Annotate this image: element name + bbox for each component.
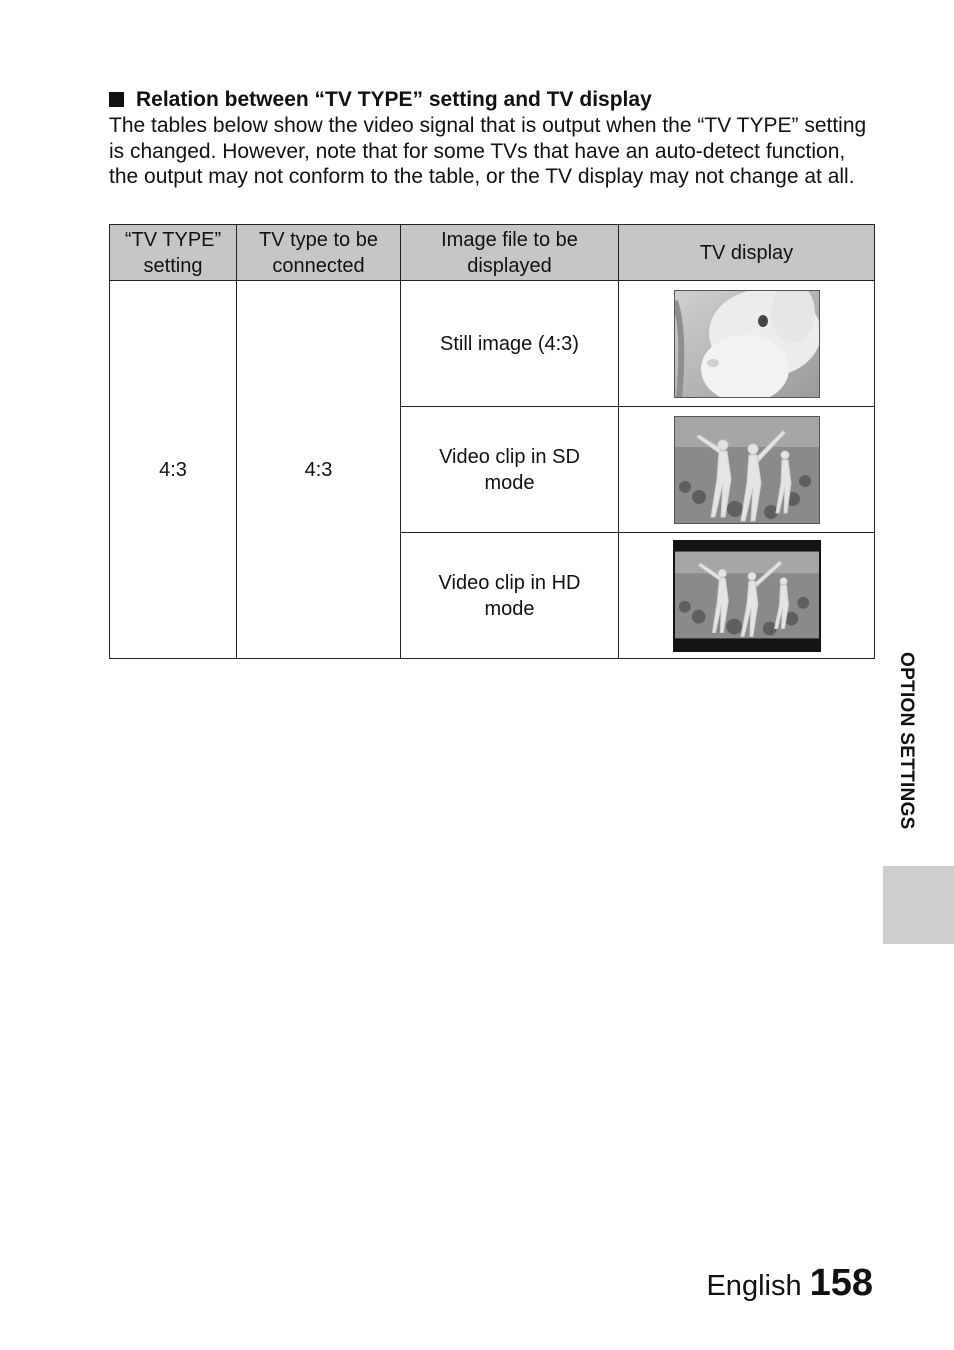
- footer-language: English: [706, 1270, 802, 1302]
- cell-tv-display: [619, 407, 875, 533]
- tv-type-table: [109, 224, 875, 659]
- image-file-label: Video clip in HD mode: [438, 571, 581, 620]
- table-row: [110, 281, 875, 407]
- image-file-label: Still image (4:3): [440, 332, 579, 355]
- header-image-file: Image file to be displayed: [401, 225, 619, 281]
- dancers-thumbnail-icon: [674, 416, 820, 524]
- page-number: 158: [809, 1262, 873, 1304]
- side-tab-marker: [883, 866, 954, 944]
- cell-tv-display: [619, 533, 875, 659]
- cell-tv-type-setting: 4:3: [110, 281, 237, 659]
- rabbit-thumbnail-icon: [674, 290, 820, 398]
- header-tv-display: TV display: [619, 225, 875, 281]
- cell-tv-display: [619, 281, 875, 407]
- cell-image-file: [401, 281, 619, 407]
- section-heading-text: Relation between “TV TYPE” setting and TV display: [136, 88, 652, 111]
- side-tab-label: OPTION SETTINGS: [896, 652, 917, 830]
- cell-image-file: [401, 407, 619, 533]
- square-bullet-icon: [109, 92, 124, 107]
- image-file-label: Video clip in SD mode: [439, 445, 580, 494]
- intro-paragraph: The tables below show the video signal that is output when the “TV TYPE” setting is changed. However, note that for some TVs that have an auto-detect function, the output may not conform to the table, or the TV display may not change at all.: [109, 114, 867, 188]
- page-footer: [706, 1262, 873, 1305]
- cell-image-file: [401, 533, 619, 659]
- section-heading: [109, 86, 652, 114]
- table-header-row: [110, 225, 875, 281]
- header-tv-type-connected: TV type to be connected: [237, 225, 401, 281]
- header-tv-type-setting: “TV TYPE” setting: [110, 225, 237, 281]
- cell-tv-type-connected: 4:3: [237, 281, 401, 659]
- dancers-letterbox-thumbnail-icon: [673, 540, 821, 652]
